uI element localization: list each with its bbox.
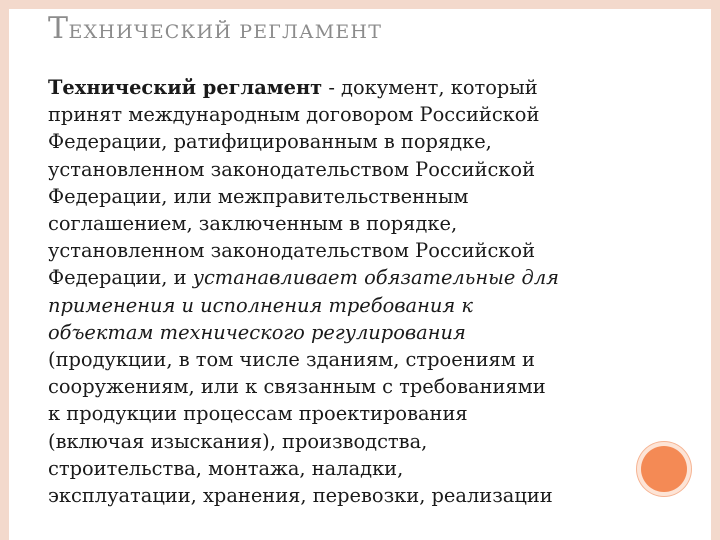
body-line (48, 373, 638, 400)
body-line (48, 210, 638, 237)
body-segment: (продукции, в том числе зданиям, строениям и (48, 348, 535, 372)
slide-frame-top (0, 0, 720, 9)
body-line (48, 346, 638, 373)
body-line (48, 264, 638, 291)
body-segment: устанавливает обязательные для (192, 266, 560, 290)
body-line (48, 455, 638, 482)
body-line (48, 156, 638, 183)
body-line (48, 237, 638, 264)
body-segment: (включая изыскания), производства, (48, 429, 428, 453)
body-line (48, 128, 638, 155)
slide-body-text (48, 74, 638, 509)
slide-title-rest: ЕХНИЧЕСКИЙ РЕГЛАМЕНТ (68, 21, 383, 43)
body-segment: Федерации, ратифицированным в порядке, (48, 130, 492, 154)
body-segment: применения и исполнения требования к (48, 293, 473, 317)
body-line (48, 101, 638, 128)
body-segment: объектам технического регулирования (48, 320, 466, 344)
slide-title-cap: Т (48, 11, 69, 46)
body-line (48, 292, 638, 319)
body-segment: - документ, который (322, 76, 538, 99)
body-segment: установленном законодательством Российской (48, 239, 536, 263)
body-segment: Технический регламент (48, 76, 323, 99)
body-segment: соглашением, заключенным в порядке, (48, 212, 458, 236)
body-segment: сооружениям, или к связанным с требованиями (48, 375, 546, 399)
body-line (48, 183, 638, 210)
body-line (48, 400, 638, 427)
decorative-circle (641, 446, 687, 492)
body-segment: принят международным договором Российской (48, 103, 540, 127)
body-segment: строительства, монтажа, наладки, (48, 456, 404, 480)
body-line (48, 482, 638, 509)
body-segment: Федерации, и (48, 266, 193, 290)
body-line (48, 319, 638, 346)
body-line (48, 428, 638, 455)
body-segment: установленном законодательством Российской (48, 157, 536, 181)
slide-title (48, 11, 382, 46)
body-segment: к продукции процессам проектирования (48, 402, 468, 426)
body-segment: Федерации, или межправительственным (48, 184, 469, 208)
body-line (48, 74, 638, 101)
body-segment: эксплуатации, хранения, перевозки, реализации (48, 484, 553, 508)
